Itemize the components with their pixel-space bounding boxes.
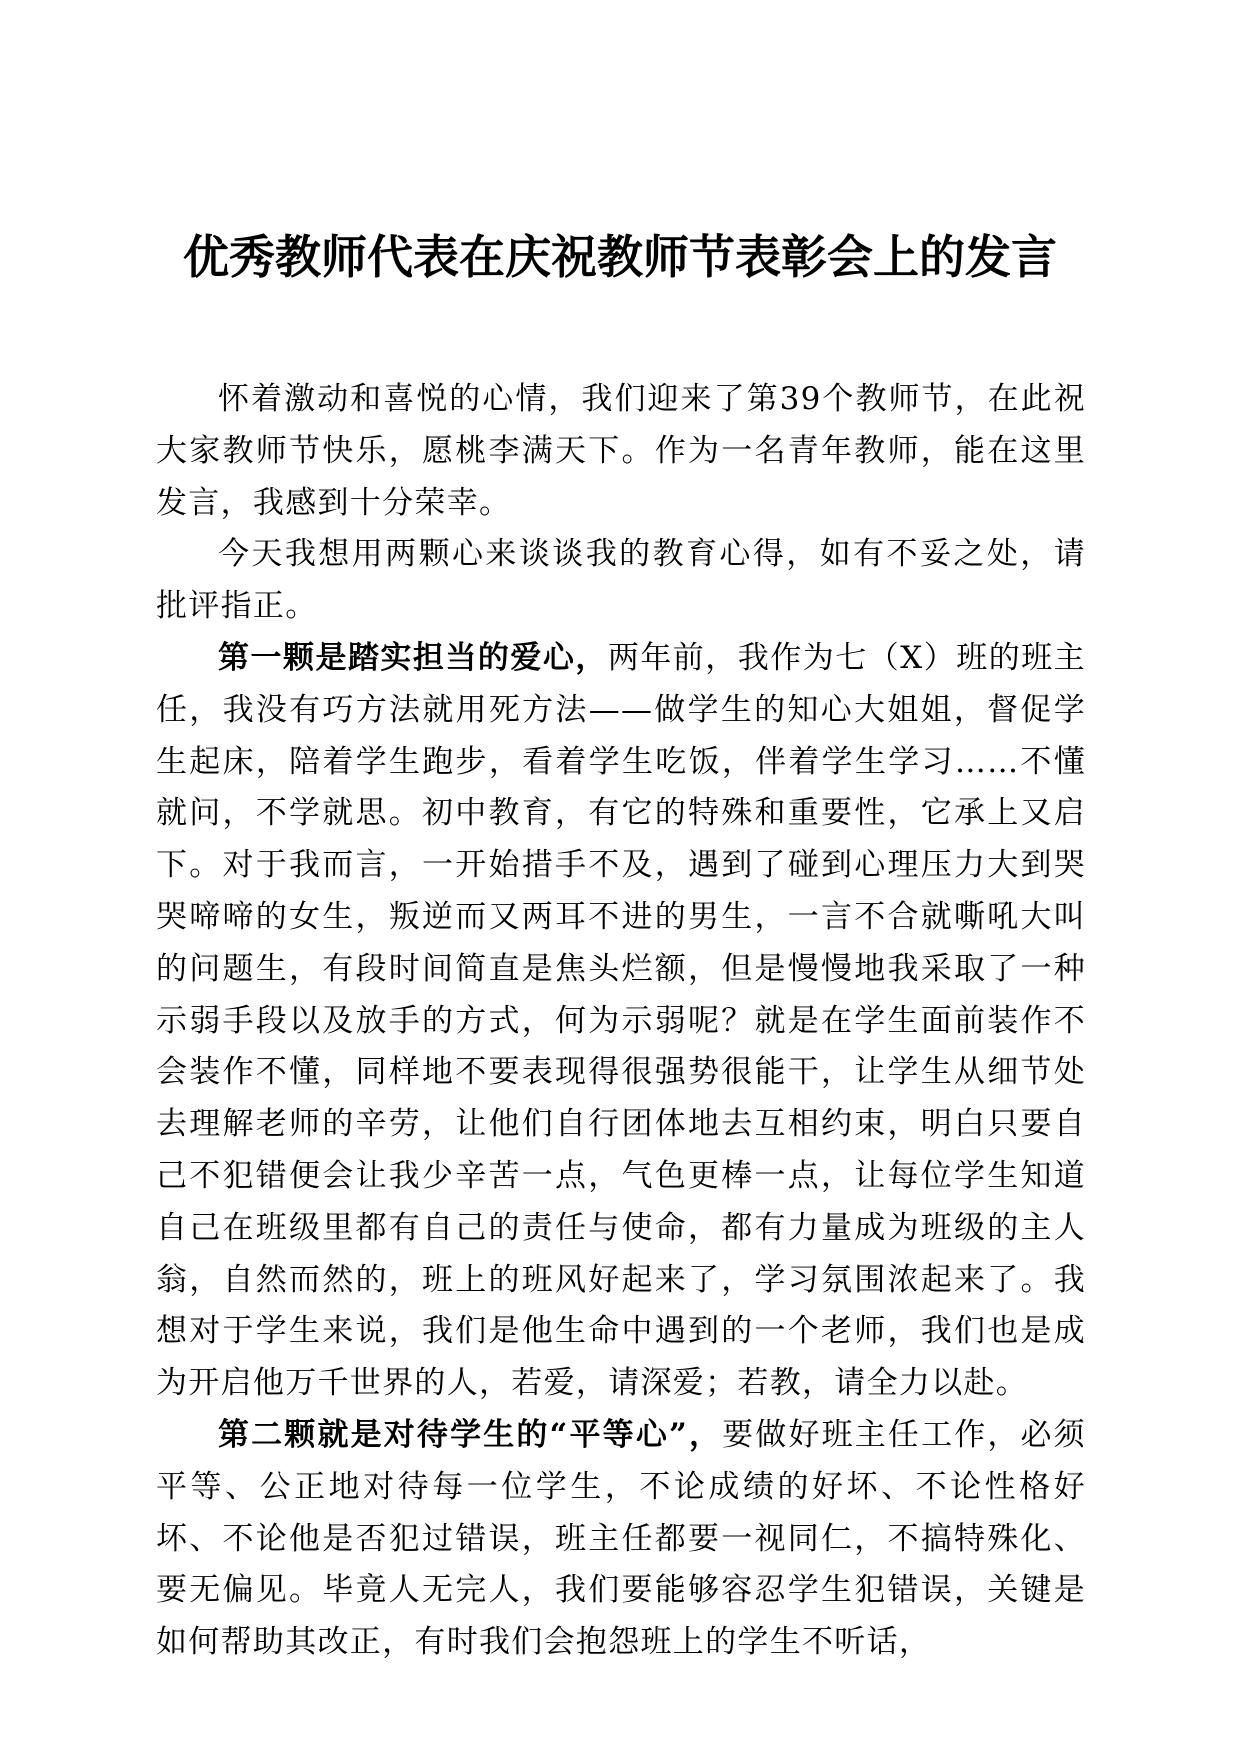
paragraph-3-text: 两年前，我作为七（X）班的班主任，我没有巧方法就用死方法——做学生的知心大姐姐，督促学生起床，陪着学生跑步，看着学生吃饭，伴着学生学习……不懂就问，不学就思。初中教育，有它的特殊和重要性，它承上又启下。对于我而言，一开始措手不及，遇到了碰到心理压力大到哭哭啼啼的女生，叛逆而又两耳不进的男生，一言不合就嘶吼大叫的问题生，有段时间简直是焦头烂额，但是慢慢地我采取了一种示弱手段以及放手的方式，何为示弱呢？就是在学生面前装作不会装作不懂，同样地不要表现得很强势很能干，让学生从细节处去理解老师的辛劳，让他们自行团体地去互相约束，明白只要自己不犯错便会让我少辛苦一点，气色更棒一点，让每位学生知道自己在班级里都有自己的责任与使命，都有力量成为班级的主人翁，自然而然的，班上的班风好起来了，学习氛围浓起来了。我想对于学生来说，我们是他生命中遇到的一个老师，我们也是成为开启他万千世界的人，若爱，请深爱；若教，请全力以赴。 (156, 639, 1086, 1402)
paragraph-1-text: 怀着激动和喜悦的心情，我们迎来了第39个教师节，在此祝大家教师节快乐，愿桃李满天下。作为一名青年教师，能在这里发言，我感到十分荣幸。 (156, 381, 1086, 521)
paragraph-3 (156, 633, 1086, 1410)
paragraph-2 (156, 529, 1086, 633)
paragraph-2-text: 今天我想用两颗心来谈谈我的教育心得，如有不妥之处，请批评指正。 (156, 536, 1086, 625)
document-title: 优秀教师代表在庆祝教师节表彰会上的发言 (183, 230, 1057, 284)
paragraph-4-text: 要做好班主任工作，必须平等、公正地对待每一位学生，不论成绩的好坏、不论性格好坏、不论他是否犯过错误，班主任都要一视同仁，不搞特殊化、要无偏见。毕竟人无完人，我们要能够容忍学生犯错误，关键是如何帮助其改正，有时我们会抱怨班上的学生不听话， (156, 1416, 1086, 1661)
document-body (156, 374, 1086, 1669)
paragraph-4-lead: 第二颗就是对待学生的“平等心”， (218, 1416, 723, 1453)
paragraph-4 (156, 1410, 1086, 1669)
paragraph-3-lead: 第一颗是踏实担当的爱心， (218, 639, 608, 676)
paragraph-1 (156, 374, 1086, 529)
